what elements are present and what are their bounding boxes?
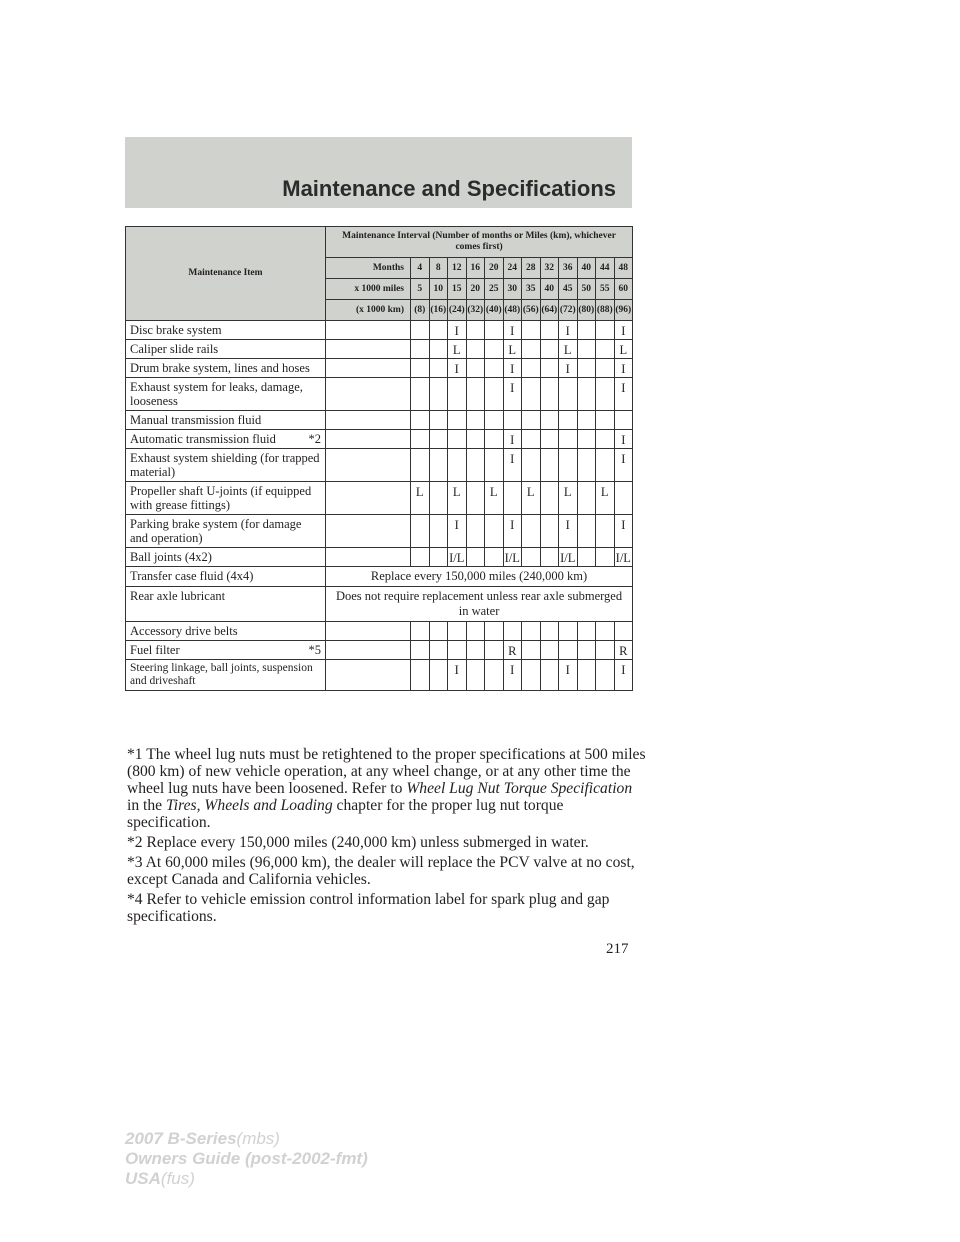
interval-value: 36 (559, 258, 578, 279)
maintenance-item (126, 515, 326, 548)
maintenance-item-label: Manual transmission fluid (130, 413, 262, 427)
section-title: Maintenance and Specifications (282, 176, 616, 201)
interval-mark-cell (577, 411, 596, 430)
interval-mark-cell (577, 515, 596, 548)
interval-mark-cell (540, 660, 559, 691)
interval-value: 32 (540, 258, 559, 279)
interval-value: (40) (485, 300, 504, 321)
interval-mark-cell: I (559, 359, 578, 378)
interval-mark-cell (411, 548, 430, 567)
interval-value: (96) (614, 300, 633, 321)
interval-mark-cell (522, 449, 541, 482)
interval-mark-cell (540, 430, 559, 449)
interval-value: (8) (411, 300, 430, 321)
interval-mark-cell: L (448, 340, 467, 359)
maintenance-item (126, 660, 326, 691)
interval-mark-cell (522, 641, 541, 660)
interval-mark-cell (596, 641, 615, 660)
interval-mark-cell (559, 430, 578, 449)
interval-spacer-cell (326, 359, 411, 378)
table-row (126, 430, 633, 449)
interval-mark-cell (429, 411, 448, 430)
interval-mark-cell: I (559, 515, 578, 548)
maintenance-item-label: Parking brake system (for damage and operation) (130, 517, 302, 545)
interval-mark-cell (466, 622, 485, 641)
interval-mark-cell (448, 430, 467, 449)
interval-mark-cell (485, 430, 504, 449)
interval-value: 28 (522, 258, 541, 279)
table-row (126, 411, 633, 430)
maintenance-schedule-table (125, 226, 633, 691)
interval-mark-cell: I (503, 321, 522, 340)
interval-mark-cell (503, 622, 522, 641)
interval-mark-cell (485, 515, 504, 548)
interval-spacer-cell (326, 482, 411, 515)
interval-value: 20 (466, 279, 485, 300)
maintenance-item (126, 411, 326, 430)
interval-mark-cell (466, 641, 485, 660)
interval-mark-cell (559, 378, 578, 411)
interval-value: 48 (614, 258, 633, 279)
interval-mark-cell (577, 321, 596, 340)
interval-mark-cell (596, 622, 615, 641)
table-row (126, 548, 633, 567)
table-row (126, 378, 633, 411)
interval-span-text: Replace every 150,000 miles (240,000 km) (326, 567, 633, 587)
interval-mark-cell: L (559, 482, 578, 515)
interval-mark-cell: L (448, 482, 467, 515)
interval-value: 5 (411, 279, 430, 300)
maintenance-item (126, 449, 326, 482)
interval-mark-cell (466, 449, 485, 482)
interval-mark-cell (429, 660, 448, 691)
footnote-4: *4 Refer to vehicle emission control information label for spark plug and gap specifications. (127, 891, 610, 925)
interval-value: 35 (522, 279, 541, 300)
interval-mark-cell (429, 321, 448, 340)
interval-mark-cell (596, 660, 615, 691)
interval-mark-cell: I/L (448, 548, 467, 567)
interval-mark-cell (522, 660, 541, 691)
interval-mark-cell (429, 482, 448, 515)
footnote-1-chapter-reference: Tires, Wheels and Loading (165, 797, 333, 814)
table-row (126, 359, 633, 378)
interval-spacer-cell (326, 430, 411, 449)
footnote-3: *3 At 60,000 miles (96,000 km), the dealer will replace the PCV valve at no cost, except Canada and California vehicles. (127, 854, 635, 888)
interval-row-label: x 1000 miles (326, 279, 411, 300)
interval-mark-cell (485, 321, 504, 340)
maintenance-item (126, 321, 326, 340)
footnote-2: *2 Replace every 150,000 miles (240,000 km) unless submerged in water. (127, 834, 589, 851)
interval-mark-cell (577, 482, 596, 515)
interval-mark-cell (596, 548, 615, 567)
interval-mark-cell (429, 449, 448, 482)
interval-mark-cell (485, 622, 504, 641)
interval-mark-cell (485, 359, 504, 378)
interval-mark-cell (596, 340, 615, 359)
interval-value: 40 (540, 279, 559, 300)
interval-mark-cell (596, 515, 615, 548)
interval-row-label: Months (326, 258, 411, 279)
interval-mark-cell (466, 321, 485, 340)
interval-mark-cell (503, 482, 522, 515)
maintenance-item (126, 641, 326, 660)
interval-mark-cell (448, 449, 467, 482)
interval-mark-cell (448, 378, 467, 411)
item-footnote-ref: *5 (308, 643, 321, 657)
interval-mark-cell (429, 622, 448, 641)
interval-mark-cell (540, 548, 559, 567)
page-number: 217 (606, 941, 629, 957)
maintenance-item (126, 482, 326, 515)
interval-mark-cell (411, 515, 430, 548)
interval-value: 60 (614, 279, 633, 300)
interval-mark-cell (540, 449, 559, 482)
interval-mark-cell: I (503, 430, 522, 449)
interval-span-text: Does not require replacement unless rear axle submerged in water (326, 587, 633, 622)
interval-mark-cell (577, 622, 596, 641)
interval-mark-cell (411, 660, 430, 691)
interval-mark-cell (448, 411, 467, 430)
interval-mark-cell (596, 411, 615, 430)
interval-value: (64) (540, 300, 559, 321)
maintenance-item-label: Accessory drive belts (130, 624, 238, 638)
interval-value: (72) (559, 300, 578, 321)
interval-value: 12 (448, 258, 467, 279)
interval-mark-cell (596, 359, 615, 378)
interval-mark-cell: L (503, 340, 522, 359)
interval-value: 10 (429, 279, 448, 300)
table-row (126, 567, 633, 587)
interval-value: (16) (429, 300, 448, 321)
interval-mark-cell (466, 359, 485, 378)
interval-value: 55 (596, 279, 615, 300)
interval-mark-cell: I/L (503, 548, 522, 567)
interval-mark-cell (614, 411, 633, 430)
interval-mark-cell (614, 622, 633, 641)
interval-mark-cell (540, 411, 559, 430)
maintenance-table-container (125, 226, 632, 691)
table-header-row (126, 227, 633, 258)
interval-mark-cell (540, 482, 559, 515)
interval-spacer-cell (326, 449, 411, 482)
interval-mark-cell: L (411, 482, 430, 515)
interval-value: 15 (448, 279, 467, 300)
interval-mark-cell: I (503, 449, 522, 482)
interval-mark-cell (522, 378, 541, 411)
item-footnote-ref: *2 (308, 432, 321, 446)
interval-mark-cell (411, 340, 430, 359)
interval-value: 16 (466, 258, 485, 279)
interval-mark-cell: R (503, 641, 522, 660)
interval-mark-cell (485, 378, 504, 411)
interval-spacer-cell (326, 660, 411, 691)
interval-mark-cell (540, 641, 559, 660)
interval-mark-cell (466, 411, 485, 430)
interval-mark-cell (429, 340, 448, 359)
interval-mark-cell: I (559, 660, 578, 691)
interval-mark-cell (559, 641, 578, 660)
interval-mark-cell: I (503, 515, 522, 548)
interval-mark-cell (466, 340, 485, 359)
maintenance-item (126, 587, 326, 622)
interval-mark-cell (485, 340, 504, 359)
interval-spacer-cell (326, 378, 411, 411)
footnotes (127, 746, 647, 928)
interval-mark-cell (540, 359, 559, 378)
maintenance-item-label: Steering linkage, ball joints, suspension and driveshaft (130, 662, 313, 687)
interval-mark-cell (429, 548, 448, 567)
interval-spacer-cell (326, 515, 411, 548)
section-header (125, 137, 632, 208)
document-footer (125, 1129, 368, 1189)
interval-mark-cell (448, 622, 467, 641)
interval-mark-cell (411, 359, 430, 378)
maintenance-item-label: Exhaust system for leaks, damage, looseness (130, 380, 303, 408)
interval-mark-cell (522, 411, 541, 430)
interval-value: 30 (503, 279, 522, 300)
interval-mark-cell (577, 359, 596, 378)
maintenance-item-label: Ball joints (4x2) (130, 550, 212, 564)
interval-mark-cell (577, 548, 596, 567)
interval-mark-cell: I (614, 660, 633, 691)
interval-value: (32) (466, 300, 485, 321)
interval-mark-cell (429, 359, 448, 378)
maintenance-item-label: Automatic transmission fluid (130, 432, 276, 446)
interval-mark-cell (596, 378, 615, 411)
interval-mark-cell: L (596, 482, 615, 515)
interval-value: 8 (429, 258, 448, 279)
interval-mark-cell (522, 321, 541, 340)
interval-mark-cell (577, 378, 596, 411)
interval-mark-cell: I (448, 660, 467, 691)
interval-mark-cell: I (448, 359, 467, 378)
interval-mark-cell (466, 515, 485, 548)
interval-value: 24 (503, 258, 522, 279)
interval-mark-cell (522, 515, 541, 548)
interval-mark-cell (522, 340, 541, 359)
interval-mark-cell (485, 641, 504, 660)
interval-mark-cell (448, 641, 467, 660)
footnote-1: *1 The wheel lug nuts must be retightened to the proper specifications at 500 miles (800 km) of new vehicle operation, at any wheel change, or at any other time the wheel lug nuts have been loosened. Refer to Wheel Lug Nut Torque Specification in the Tires, Wheels and Loading chapter for the proper lug nut torque specification. (127, 746, 646, 831)
table-row (126, 660, 633, 691)
interval-mark-cell (522, 548, 541, 567)
interval-column-header: Maintenance Interval (Number of months or Miles (km), whichever comes first) (326, 227, 633, 258)
maintenance-item (126, 378, 326, 411)
interval-mark-cell (596, 321, 615, 340)
table-row (126, 340, 633, 359)
footer-line-3: USA(fus) (125, 1169, 195, 1188)
table-row (126, 641, 633, 660)
interval-mark-cell (466, 660, 485, 691)
interval-mark-cell (411, 641, 430, 660)
interval-mark-cell: I/L (559, 548, 578, 567)
interval-mark-cell (559, 449, 578, 482)
interval-mark-cell (485, 548, 504, 567)
interval-mark-cell (466, 430, 485, 449)
interval-mark-cell (485, 660, 504, 691)
interval-mark-cell: L (559, 340, 578, 359)
interval-spacer-cell (326, 321, 411, 340)
interval-row-label: (x 1000 km) (326, 300, 411, 321)
interval-value: 25 (485, 279, 504, 300)
maintenance-item (126, 430, 326, 449)
interval-mark-cell (577, 430, 596, 449)
maintenance-item-label: Exhaust system shielding (for trapped material) (130, 451, 320, 479)
maintenance-item-label: Caliper slide rails (130, 342, 219, 356)
table-row (126, 587, 633, 622)
interval-mark-cell (429, 641, 448, 660)
interval-mark-cell: I (503, 660, 522, 691)
interval-mark-cell (577, 340, 596, 359)
interval-spacer-cell (326, 548, 411, 567)
table-row (126, 482, 633, 515)
interval-mark-cell (429, 378, 448, 411)
interval-value: (88) (596, 300, 615, 321)
interval-mark-cell: R (614, 641, 633, 660)
interval-mark-cell (485, 411, 504, 430)
interval-mark-cell (522, 622, 541, 641)
interval-value: 45 (559, 279, 578, 300)
interval-mark-cell (540, 622, 559, 641)
interval-mark-cell (522, 359, 541, 378)
table-row (126, 515, 633, 548)
interval-mark-cell: I (503, 359, 522, 378)
interval-mark-cell (503, 411, 522, 430)
interval-mark-cell (411, 378, 430, 411)
interval-mark-cell (411, 321, 430, 340)
interval-spacer-cell (326, 340, 411, 359)
maintenance-item-label: Disc brake system (130, 323, 222, 337)
table-row (126, 321, 633, 340)
interval-mark-cell: I (448, 321, 467, 340)
maintenance-item-label: Drum brake system, lines and hoses (130, 361, 310, 375)
interval-value: 40 (577, 258, 596, 279)
maintenance-item-label: Fuel filter (130, 643, 180, 657)
table-row (126, 449, 633, 482)
interval-mark-cell (466, 482, 485, 515)
interval-mark-cell (485, 449, 504, 482)
interval-value: 44 (596, 258, 615, 279)
interval-mark-cell (411, 449, 430, 482)
interval-value: (24) (448, 300, 467, 321)
interval-mark-cell (466, 378, 485, 411)
maintenance-item (126, 622, 326, 641)
interval-mark-cell (559, 411, 578, 430)
interval-mark-cell (614, 482, 633, 515)
interval-mark-cell: I (614, 378, 633, 411)
interval-mark-cell (466, 548, 485, 567)
interval-value: (48) (503, 300, 522, 321)
interval-mark-cell (540, 321, 559, 340)
interval-mark-cell (429, 515, 448, 548)
interval-mark-cell: L (485, 482, 504, 515)
interval-value: 50 (577, 279, 596, 300)
footnote-1-reference: Wheel Lug Nut Torque Specification (406, 780, 633, 797)
interval-mark-cell (411, 622, 430, 641)
interval-mark-cell (540, 340, 559, 359)
interval-value: (56) (522, 300, 541, 321)
interval-spacer-cell (326, 641, 411, 660)
interval-mark-cell (596, 449, 615, 482)
interval-mark-cell (540, 515, 559, 548)
maintenance-item-label: Transfer case fluid (4x4) (130, 569, 254, 583)
interval-mark-cell (411, 430, 430, 449)
footer-line-1: 2007 B-Series(mbs) (125, 1129, 280, 1148)
interval-mark-cell (540, 378, 559, 411)
interval-mark-cell (522, 430, 541, 449)
interval-mark-cell (596, 430, 615, 449)
interval-mark-cell: L (614, 340, 633, 359)
maintenance-item (126, 567, 326, 587)
interval-mark-cell: I (614, 321, 633, 340)
interval-mark-cell (577, 641, 596, 660)
interval-spacer-cell (326, 411, 411, 430)
interval-value: (80) (577, 300, 596, 321)
interval-mark-cell: I (448, 515, 467, 548)
maintenance-item (126, 359, 326, 378)
interval-mark-cell (559, 622, 578, 641)
interval-mark-cell (411, 411, 430, 430)
maintenance-item-label: Rear axle lubricant (130, 589, 226, 603)
interval-mark-cell: I (503, 378, 522, 411)
interval-spacer-cell (326, 622, 411, 641)
interval-value: 4 (411, 258, 430, 279)
interval-value: 20 (485, 258, 504, 279)
interval-mark-cell: I/L (614, 548, 633, 567)
footer-line-2: Owners Guide (post-2002-fmt) (125, 1149, 368, 1168)
interval-mark-cell (577, 449, 596, 482)
maintenance-item (126, 548, 326, 567)
interval-mark-cell: I (614, 449, 633, 482)
interval-mark-cell: I (559, 321, 578, 340)
interval-mark-cell: I (614, 359, 633, 378)
interval-mark-cell: I (614, 515, 633, 548)
item-column-header: Maintenance Item (126, 227, 326, 321)
interval-mark-cell (577, 660, 596, 691)
table-row (126, 622, 633, 641)
interval-mark-cell (429, 430, 448, 449)
maintenance-item-label: Propeller shaft U-joints (if equipped with grease fittings) (130, 484, 312, 512)
interval-mark-cell: I (614, 430, 633, 449)
interval-mark-cell: L (522, 482, 541, 515)
maintenance-item (126, 340, 326, 359)
